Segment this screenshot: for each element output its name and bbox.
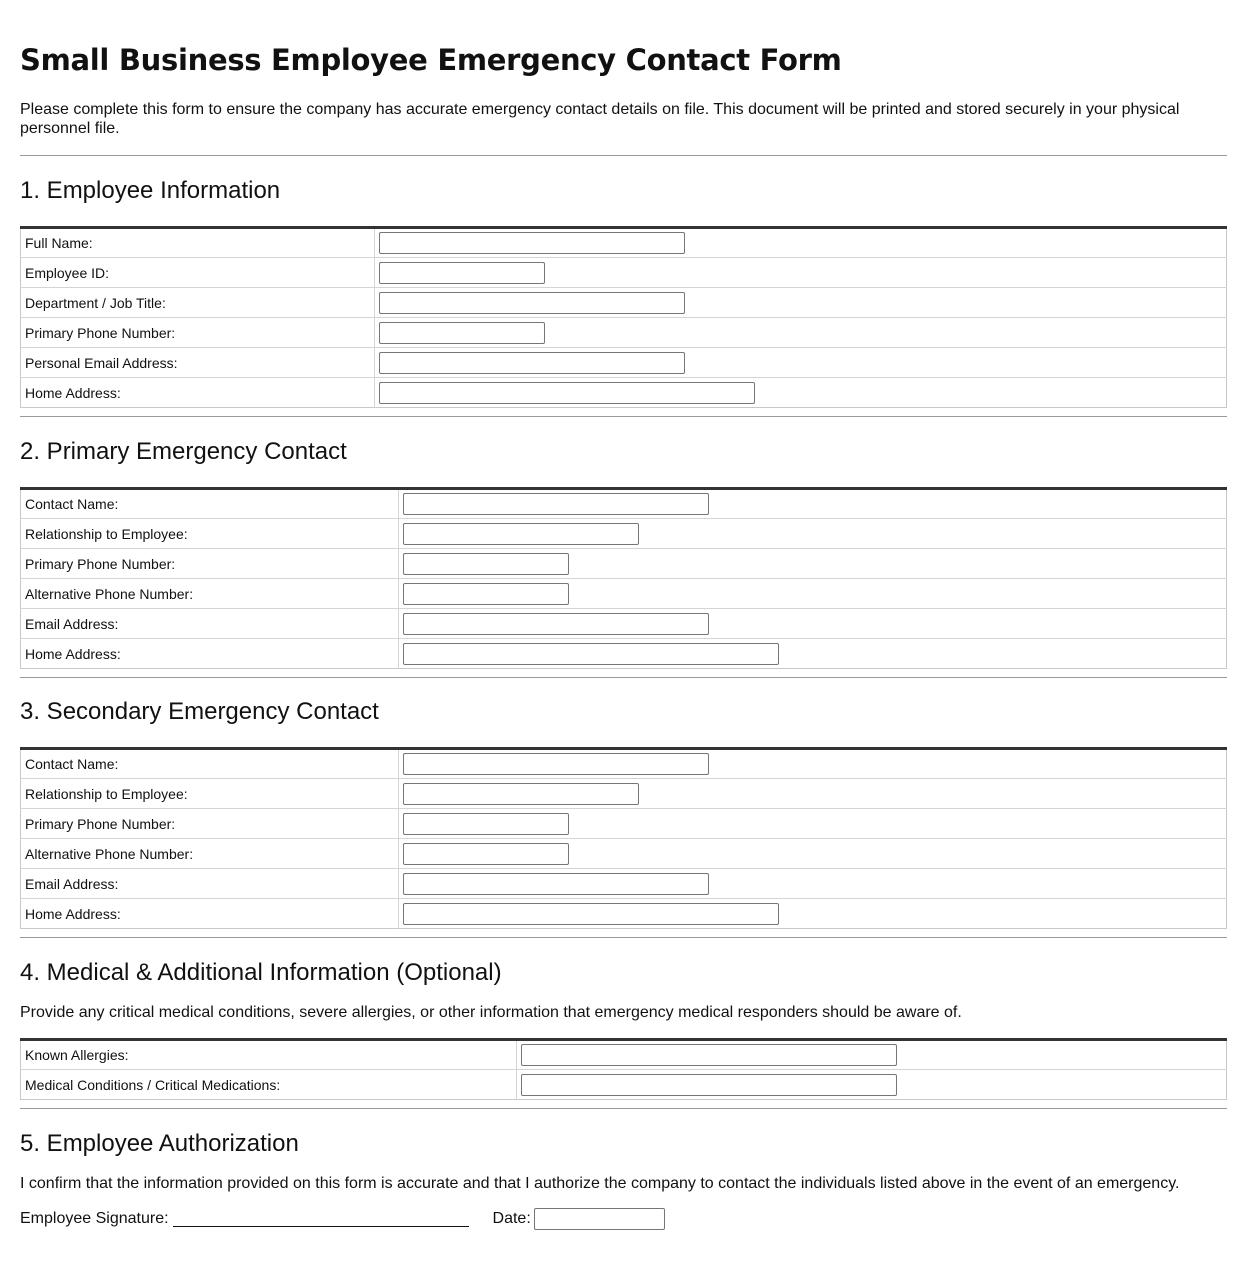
field-cell <box>517 1040 1227 1070</box>
field-label: Primary Phone Number: <box>21 318 375 348</box>
section-divider <box>20 416 1227 417</box>
employee-phone-input[interactable] <box>379 322 545 344</box>
field-cell <box>375 378 1227 408</box>
field-cell <box>399 549 1227 579</box>
field-label: Relationship to Employee: <box>21 519 399 549</box>
field-cell <box>375 228 1227 258</box>
field-cell <box>517 1070 1227 1100</box>
date-group <box>493 1208 665 1230</box>
field-label: Primary Phone Number: <box>21 809 399 839</box>
field-label: Department / Job Title: <box>21 288 375 318</box>
table-row <box>21 869 1227 899</box>
section-divider <box>20 1108 1227 1109</box>
primary-home-address-input[interactable] <box>403 643 779 665</box>
primary-alt-phone-input[interactable] <box>403 583 569 605</box>
field-cell <box>399 579 1227 609</box>
field-cell <box>375 348 1227 378</box>
field-label: Contact Name: <box>21 489 399 519</box>
section-heading-authorization: 5. Employee Authorization <box>20 1130 299 1157</box>
date-label: Date: <box>492 1210 531 1227</box>
table-row <box>21 749 1227 779</box>
field-cell <box>399 839 1227 869</box>
secondary-contact-table <box>20 747 1227 929</box>
field-cell <box>399 899 1227 929</box>
table-row <box>21 1070 1227 1100</box>
field-label: Relationship to Employee: <box>21 779 399 809</box>
field-cell <box>399 609 1227 639</box>
table-row <box>21 839 1227 869</box>
table-row <box>21 318 1227 348</box>
employee-home-address-input[interactable] <box>379 382 755 404</box>
medical-conditions-input[interactable] <box>521 1074 897 1096</box>
table-row <box>21 489 1227 519</box>
field-cell <box>399 519 1227 549</box>
field-label: Alternative Phone Number: <box>21 579 399 609</box>
field-cell <box>399 869 1227 899</box>
page-title: Small Business Employee Emergency Contact Form <box>20 43 842 77</box>
field-cell <box>399 749 1227 779</box>
field-label: Employee ID: <box>21 258 375 288</box>
authorization-statement: I confirm that the information provided on this form is accurate and that I authorize the company to contact the individuals listed above in the event of an emergency. <box>20 1175 1180 1192</box>
signature-label: Employee Signature: <box>20 1210 169 1227</box>
table-row <box>21 378 1227 408</box>
field-label: Personal Email Address: <box>21 348 375 378</box>
known-allergies-input[interactable] <box>521 1044 897 1066</box>
table-row <box>21 519 1227 549</box>
table-row <box>21 779 1227 809</box>
secondary-contact-name-input[interactable] <box>403 753 709 775</box>
table-row <box>21 809 1227 839</box>
secondary-alt-phone-input[interactable] <box>403 843 569 865</box>
table-row <box>21 639 1227 669</box>
field-label: Known Allergies: <box>21 1040 517 1070</box>
field-label: Alternative Phone Number: <box>21 839 399 869</box>
section-heading-secondary-contact: 3. Secondary Emergency Contact <box>20 698 379 725</box>
department-job-title-input[interactable] <box>379 292 685 314</box>
field-cell <box>375 288 1227 318</box>
table-row <box>21 258 1227 288</box>
table-row <box>21 579 1227 609</box>
section-heading-primary-contact: 2. Primary Emergency Contact <box>20 438 347 465</box>
table-row <box>21 348 1227 378</box>
field-cell <box>375 258 1227 288</box>
field-cell <box>375 318 1227 348</box>
field-label: Home Address: <box>21 639 399 669</box>
table-row <box>21 288 1227 318</box>
table-row <box>21 549 1227 579</box>
secondary-home-address-input[interactable] <box>403 903 779 925</box>
primary-relationship-input[interactable] <box>403 523 639 545</box>
medical-description: Provide any critical medical conditions, severe allergies, or other information that emergency medical responders should be aware of. <box>20 1004 962 1021</box>
secondary-relationship-input[interactable] <box>403 783 639 805</box>
employee-info-table <box>20 226 1227 408</box>
primary-phone-input[interactable] <box>403 553 569 575</box>
field-label: Email Address: <box>21 869 399 899</box>
field-cell <box>399 809 1227 839</box>
section-divider <box>20 155 1227 156</box>
field-label: Full Name: <box>21 228 375 258</box>
intro-text: Please complete this form to ensure the company has accurate emergency contact details on file. This document will be printed and stored securely in your physical personnel file. <box>20 101 1180 137</box>
table-row <box>21 609 1227 639</box>
field-label: Email Address: <box>21 609 399 639</box>
section-heading-medical: 4. Medical & Additional Information (Optional) <box>20 959 502 986</box>
full-name-input[interactable] <box>379 232 685 254</box>
field-label: Contact Name: <box>21 749 399 779</box>
medical-info-table <box>20 1038 1227 1100</box>
field-cell <box>399 489 1227 519</box>
primary-contact-name-input[interactable] <box>403 493 709 515</box>
signature-line[interactable] <box>173 1212 469 1227</box>
field-label: Home Address: <box>21 378 375 408</box>
section-heading-employee: 1. Employee Information <box>20 177 281 204</box>
table-row <box>21 899 1227 929</box>
field-label: Home Address: <box>21 899 399 929</box>
field-label: Medical Conditions / Critical Medications: <box>21 1070 517 1100</box>
field-label: Primary Phone Number: <box>21 549 399 579</box>
section-divider <box>20 937 1227 938</box>
field-cell <box>399 779 1227 809</box>
date-input[interactable] <box>534 1208 665 1230</box>
field-cell <box>399 639 1227 669</box>
table-row <box>21 228 1227 258</box>
primary-contact-table <box>20 487 1227 669</box>
signature-row <box>20 1208 1227 1230</box>
secondary-phone-input[interactable] <box>403 813 569 835</box>
table-row <box>21 1040 1227 1070</box>
secondary-email-input[interactable] <box>403 873 709 895</box>
employee-id-input[interactable] <box>379 262 545 284</box>
section-divider <box>20 677 1227 678</box>
personal-email-input[interactable] <box>379 352 685 374</box>
primary-email-input[interactable] <box>403 613 709 635</box>
